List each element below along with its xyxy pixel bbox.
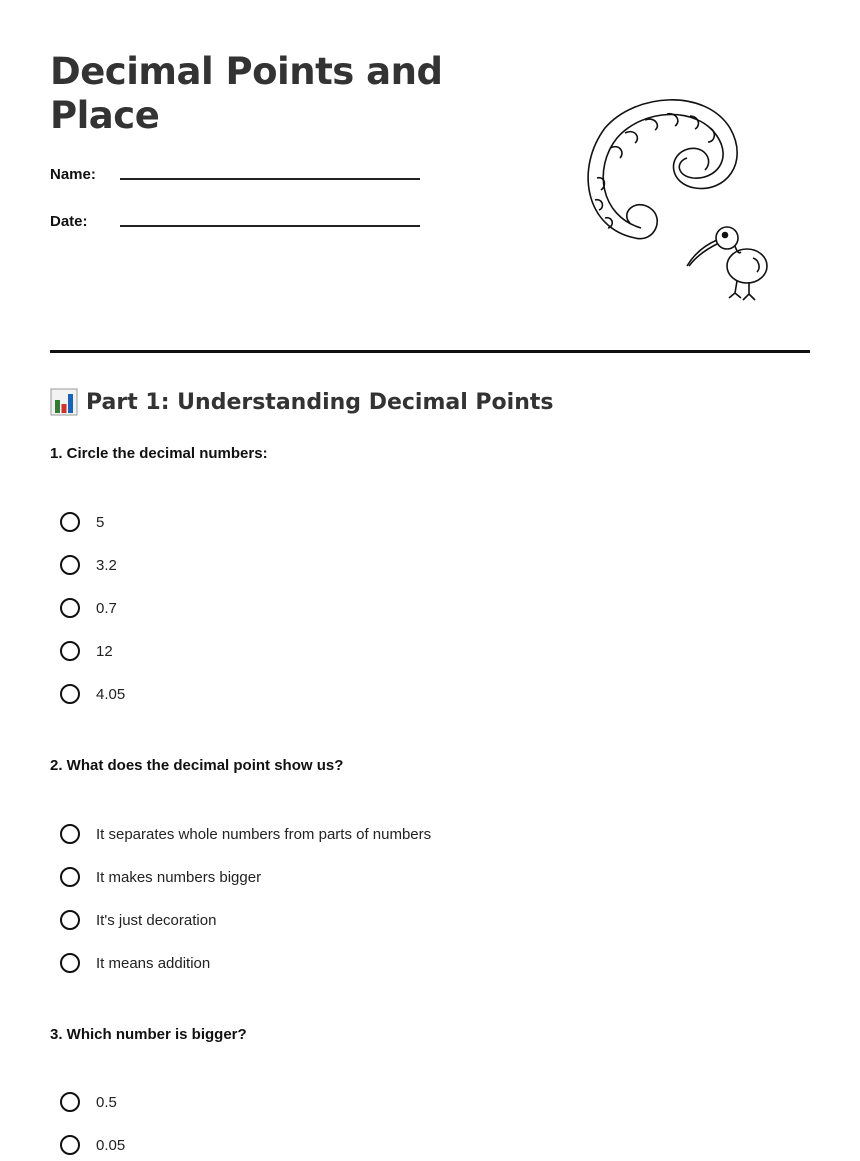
question-1: 1. Circle the decimal numbers: [50,445,268,462]
part1-heading [50,388,553,416]
radio-button[interactable] [60,555,80,575]
q3-option-1[interactable] [60,1089,117,1115]
option-label: 0.5 [96,1093,117,1111]
radio-button[interactable] [60,910,80,930]
option-label: It separates whole numbers from parts of numbers [96,825,432,843]
radio-button[interactable] [60,824,80,844]
radio-button[interactable] [60,953,80,973]
part1-title: Part 1: Understanding Decimal Points [86,389,554,415]
bar-chart-icon [50,388,78,416]
q3-option-2[interactable] [60,1132,125,1158]
option-label: 5 [96,513,105,531]
q2-option-1[interactable] [60,821,431,847]
name-label: Name: [50,166,96,183]
section-divider [50,350,810,353]
option-label: It's just decoration [96,911,217,929]
radio-button[interactable] [60,1135,80,1155]
worksheet-title: Decimal Points and Place [50,50,443,137]
date-input-line[interactable] [120,225,420,227]
option-label: 3.2 [96,556,117,574]
q1-option-5[interactable] [60,681,125,707]
name-field [50,166,96,183]
option-label: 12 [96,642,113,660]
q1-option-4[interactable] [60,638,113,664]
question-2: 2. What does the decimal point show us? [50,757,344,774]
q1-option-2[interactable] [60,552,117,578]
q2-option-4[interactable] [60,950,210,976]
radio-button[interactable] [60,1092,80,1112]
radio-button[interactable] [60,598,80,618]
radio-button[interactable] [60,512,80,532]
radio-button[interactable] [60,684,80,704]
q2-option-3[interactable] [60,907,216,933]
name-input-line[interactable] [120,178,420,180]
option-label: 4.05 [96,685,126,703]
radio-button[interactable] [60,867,80,887]
q2-option-2[interactable] [60,864,261,890]
option-label: 0.7 [96,599,117,617]
q1-option-3[interactable] [60,595,117,621]
option-label: It means addition [96,954,211,972]
date-field [50,213,88,230]
question-3: 3. Which number is bigger? [50,1026,247,1043]
radio-button[interactable] [60,641,80,661]
q1-option-1[interactable] [60,509,104,535]
option-label: It makes numbers bigger [96,868,262,886]
koru-and-kiwi-illustration [575,88,775,308]
date-label: Date: [50,213,88,230]
option-label: 0.05 [96,1136,126,1154]
